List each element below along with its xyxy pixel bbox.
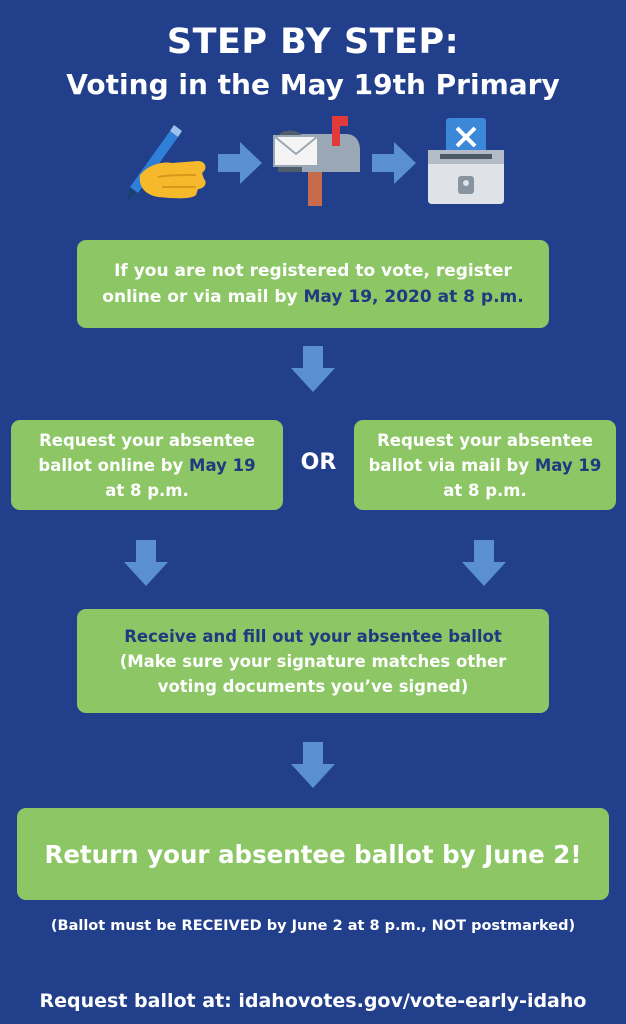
ballot-box-icon xyxy=(424,116,508,206)
request-online-line2: ballot online by xyxy=(38,455,190,475)
receive-line3: voting documents you’ve signed) xyxy=(157,676,469,696)
request-online-box xyxy=(11,420,283,510)
down-arrow-icon xyxy=(462,540,506,586)
receive-ballot-box xyxy=(77,609,549,713)
down-arrow-icon xyxy=(291,742,335,788)
page-subtitle: Voting in the May 19th Primary xyxy=(66,68,560,101)
or-label: OR xyxy=(300,450,337,475)
request-mail-line3: at 8 p.m. xyxy=(443,480,527,500)
page-title: STEP BY STEP: xyxy=(166,22,460,62)
request-mail-box xyxy=(354,420,616,510)
receive-line1: Receive and fill out your absentee ballot xyxy=(124,626,502,646)
return-ballot-box xyxy=(17,808,609,900)
mailbox-icon xyxy=(272,114,364,208)
received-note: (Ballot must be RECEIVED by June 2 at 8 p.m., NOT postmarked) xyxy=(50,918,576,934)
down-arrow-icon xyxy=(291,346,335,392)
request-online-line3: at 8 p.m. xyxy=(105,480,189,500)
right-arrow-icon xyxy=(218,142,262,184)
writing-hand-icon xyxy=(118,117,210,207)
register-line1: If you are not registered to vote, register xyxy=(114,261,512,281)
register-step-box xyxy=(77,240,549,328)
request-ballot-link-text: Request ballot at: idahovotes.gov/vote-early-idaho xyxy=(39,990,587,1012)
receive-line2: (Make sure your signature matches other xyxy=(119,651,507,671)
down-arrow-icon xyxy=(124,540,168,586)
return-ballot-text: Return your absentee ballot by June 2! xyxy=(44,839,582,869)
icon-row xyxy=(0,112,626,212)
request-online-line1: Request your absentee xyxy=(39,430,255,450)
request-mail-deadline: May 19 xyxy=(534,455,602,475)
register-line2: online or via mail by xyxy=(102,287,304,307)
request-mail-line2: ballot via mail by xyxy=(368,455,535,475)
right-arrow-icon xyxy=(372,142,416,184)
register-deadline: May 19, 2020 at 8 p.m. xyxy=(303,287,524,307)
request-online-deadline: May 19 xyxy=(189,455,256,475)
request-mail-line1: Request your absentee xyxy=(377,430,593,450)
